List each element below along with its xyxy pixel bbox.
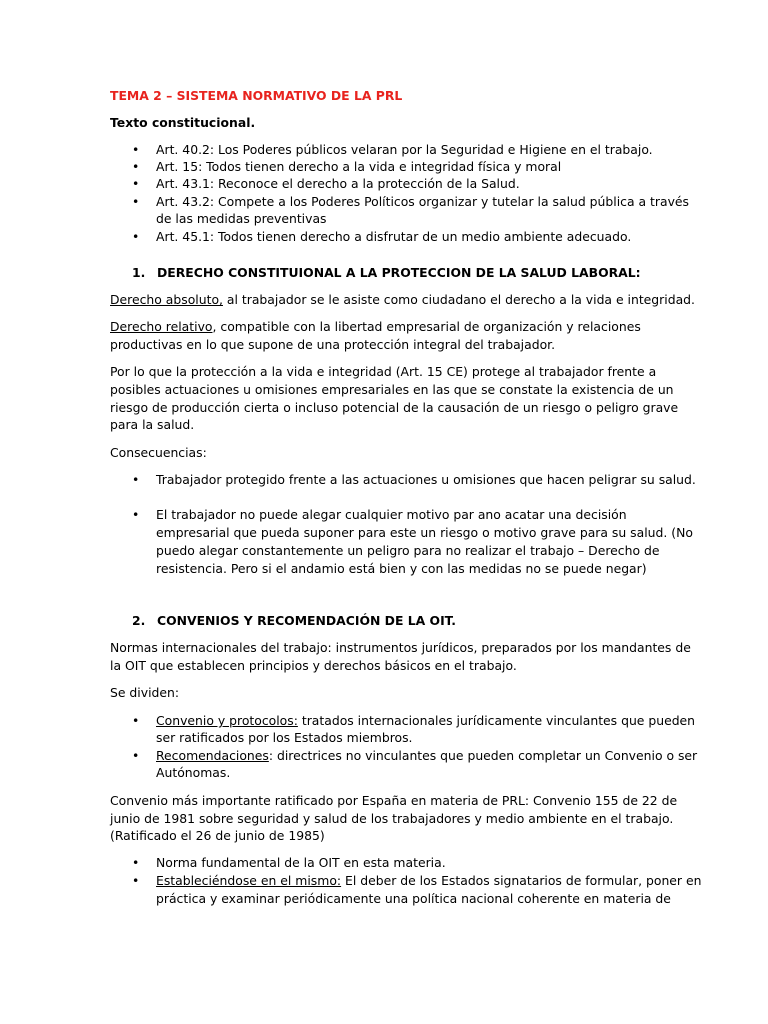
list-item <box>156 748 697 764</box>
list-item-text: El deber de los Estados signatarios de formular, poner en <box>341 873 702 888</box>
list-item-continuation: puedo alegar constantemente un peligro para no realizar el trabajo – Derecho de <box>156 543 660 558</box>
section-number: 2. <box>132 613 146 628</box>
list-item <box>156 873 701 889</box>
list-item: El trabajador no puede alegar cualquier motivo par ano acatar una decisión <box>156 507 627 522</box>
paragraph-line: para la salud. <box>110 417 195 432</box>
paragraph-line: junio de 1981 sobre seguridad y salud de los trabajadores y medio ambiente en el trabajo. <box>110 811 674 826</box>
paragraph <box>110 319 641 335</box>
bullet-marker: • <box>132 713 140 728</box>
paragraph <box>110 292 695 308</box>
underlined-term: Recomendaciones <box>156 748 269 763</box>
list-item: Art. 45.1: Todos tienen derecho a disfrutar de un medio ambiente adecuado. <box>156 229 632 244</box>
list-item-continuation: resistencia. Pero si el andamio está bien y con las medidas no se puede negar) <box>156 561 647 576</box>
section-number: 1. <box>132 265 146 280</box>
list-item: Norma fundamental de la OIT en esta materia. <box>156 855 446 870</box>
section-heading: CONVENIOS Y RECOMENDACIÓN DE LA OIT. <box>157 613 456 628</box>
list-item-continuation: práctica y examinar periódicamente una política nacional coherente en materia de <box>156 891 671 906</box>
list-item: Trabajador protegido frente a las actuaciones u omisiones que hacen peligrar su salud. <box>156 472 696 487</box>
paragraph-line: productivas en lo que supone de una protección integral del trabajador. <box>110 337 556 352</box>
underlined-term: Derecho absoluto, <box>110 292 223 307</box>
paragraph-text: al trabajador se le asiste como ciudadano el derecho a la vida e integridad. <box>222 292 695 307</box>
section-heading: DERECHO CONSTITUIONAL A LA PROTECCION DE LA SALUD LABORAL: <box>157 265 641 280</box>
document-title: TEMA 2 – SISTEMA NORMATIVO DE LA PRL <box>110 88 403 103</box>
bullet-marker: • <box>132 855 140 870</box>
paragraph-line: Por lo que la protección a la vida e integridad (Art. 15 CE) protege al trabajador frente a <box>110 364 657 379</box>
list-item-text: tratados internacionales jurídicamente vinculantes que pueden <box>297 713 696 728</box>
bullet-marker: • <box>132 873 140 888</box>
section-subtitle: Texto constitucional. <box>110 115 256 130</box>
underlined-term: Derecho relativo <box>110 319 213 334</box>
list-item: Art. 15: Todos tienen derecho a la vida e integridad física y moral <box>156 159 562 174</box>
bullet-marker: • <box>132 142 140 157</box>
paragraph-text: , compatible con la libertad empresarial de organización y relaciones <box>212 319 641 334</box>
paragraph-line: la OIT que establecen principios y derechos básicos en el trabajo. <box>110 658 517 673</box>
list-item-continuation: Autónomas. <box>156 765 231 780</box>
paragraph-line: Se dividen: <box>110 685 180 700</box>
paragraph-line: Normas internacionales del trabajo: instrumentos jurídicos, preparados por los mandantes de <box>110 640 691 655</box>
bullet-marker: • <box>132 748 140 763</box>
list-item: Art. 43.1: Reconoce el derecho a la protección de la Salud. <box>156 176 520 191</box>
bullet-marker: • <box>132 507 140 522</box>
bullet-marker: • <box>132 194 140 209</box>
bullet-marker: • <box>132 176 140 191</box>
list-item-continuation: empresarial que pueda suponer para este un riesgo o motivo grave para su salud. (No <box>156 525 693 540</box>
list-item <box>156 713 695 729</box>
underlined-term: Convenio y protocolos: <box>156 713 298 728</box>
list-item-text: : directrices no vinculantes que pueden completar un Convenio o ser <box>268 748 698 763</box>
list-item-continuation: de las medidas preventivas <box>156 211 327 226</box>
paragraph-line: Convenio más importante ratificado por España en materia de PRL: Convenio 155 de 22 de <box>110 793 678 808</box>
bullet-marker: • <box>132 159 140 174</box>
paragraph-line: posibles actuaciones u omisiones empresariales en las que se constate la existencia de un <box>110 382 674 397</box>
bullet-marker: • <box>132 229 140 244</box>
paragraph-line: Consecuencias: <box>110 445 207 460</box>
paragraph-line: (Ratificado el 26 de junio de 1985) <box>110 828 325 843</box>
list-item: Art. 43.2: Compete a los Poderes Políticos organizar y tutelar la salud pública a través <box>156 194 689 209</box>
list-item: Art. 40.2: Los Poderes públicos velaran por la Seguridad e Higiene en el trabajo. <box>156 142 653 157</box>
list-item-continuation: ser ratificados por los Estados miembros. <box>156 730 413 745</box>
paragraph-line: riesgo de producción cierta o incluso potencial de la causación de un riesgo o peligro grave <box>110 400 679 415</box>
underlined-term: Estableciéndose en el mismo: <box>156 873 342 888</box>
bullet-marker: • <box>132 472 140 487</box>
